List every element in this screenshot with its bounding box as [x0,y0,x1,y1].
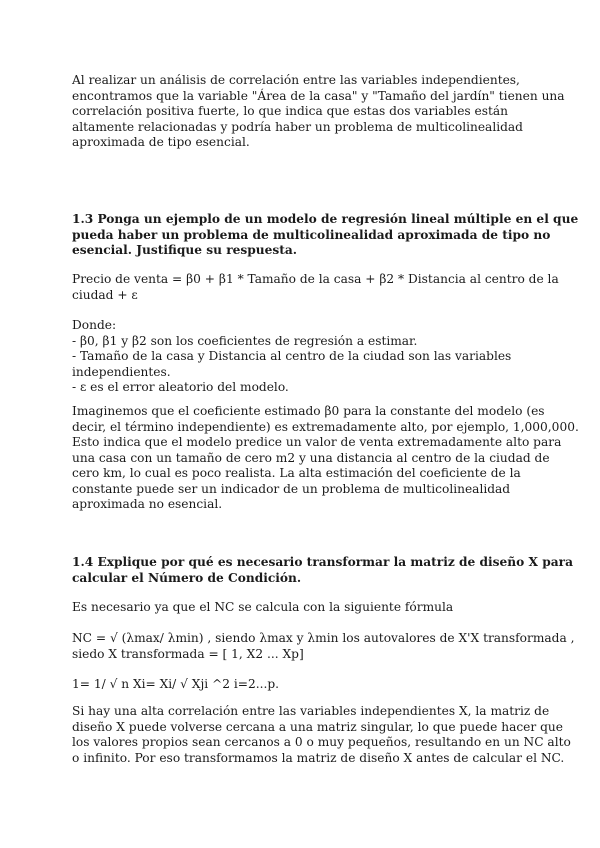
text-line: ciudad + ε [72,287,138,302]
text-line: 1= 1/ √ n Xi= Xi/ √ Xji ^2 i=2...p. [72,677,280,691]
text-line: - Tamaño de la casa y Distancia al centro de la ciudad son las variables [72,349,512,363]
text-line: - β0, β1 y β2 son los coeficientes de regresión a estimar. [72,333,418,348]
text-line: - ε es el error aleatorio del modelo. [72,380,289,394]
text-line: Imaginemos que el coeficiente estimado β0 para la constante del modelo (es [72,404,545,418]
text-line: independientes. [72,364,171,379]
heading-line: calcular el Número de Condición. [72,570,302,585]
text-line: los valores propios sean cercanos a 0 o muy pequeños, resultando en un NC alto [72,735,571,749]
where-paragraph [72,318,532,396]
nc-formula-paragraph [72,631,575,662]
text-line: Al realizar un análisis de correlación entre las variables independientes, [72,73,520,87]
text-line: una casa con un tamaño de cero m2 y una distancia al centro de la ciudad de [72,450,550,465]
text-line: aproximada de tipo esencial. [72,135,250,149]
heading-line: 1.4 Explique por qué es necesario transformar la matriz de diseño X para [72,555,573,569]
intro-paragraph [72,73,565,151]
text-line: aproximada no esencial. [72,497,223,511]
text-line: diseño X puede volverse cercana a una matriz singular, lo que puede hacer que [72,719,563,734]
text-line: Es necesario ya que el NC se calcula con la siguiente fórmula [72,600,454,614]
heading-line: 1.3 Ponga un ejemplo de un modelo de regresión lineal múltiple en el que [72,212,579,226]
text-line: siedo X transformada = [ 1, X2 ... Xp] [72,646,304,661]
text-line: cero km, lo cual es poco realista. La alta estimación del coeficiente de la [72,466,521,480]
text-line: NC = √ (λmax/ λmin) , siendo λmax y λmin los autovalores de X'X transformada , [72,631,575,645]
explanation-paragraph [72,404,579,513]
nc-intro-paragraph [72,600,532,616]
model-formula-paragraph [72,272,559,303]
section-1-4-heading [72,555,573,586]
text-line: decir, el término independiente) es extremadamente alto, por ejemplo, 1,000,000. [72,419,579,434]
text-line: Si hay una alta correlación entre las variables independientes X, la matriz de [72,704,550,718]
text-line: Esto indica que el modelo predice un valor de venta extremadamente alto para [72,435,562,449]
transform-formula-paragraph [72,677,532,693]
heading-line: pueda haber un problema de multicolinealidad aproximada de tipo no [72,227,551,242]
text-line: encontramos que la variable "Área de la casa" y "Tamaño del jardín" tienen una [72,88,565,103]
text-line: correlación positiva fuerte, lo que indica que estas dos variables están [72,104,509,118]
text-line: altamente relacionadas y podría haber un problema de multicolinealidad [72,119,523,134]
heading-line: esencial. Justifique su respuesta. [72,243,298,257]
text-line: o infinito. Por eso transformamos la matriz de diseño X antes de calcular el NC. [72,750,565,765]
conclusion-paragraph [72,704,571,766]
text-line: Precio de venta = β0 + β1 * Tamaño de la casa + β2 * Distancia al centro de la [72,272,559,286]
text-line: constante puede ser un indicador de un problema de multicolinealidad [72,481,511,496]
text-line: Donde: [72,318,117,332]
section-1-3-heading [72,212,579,259]
